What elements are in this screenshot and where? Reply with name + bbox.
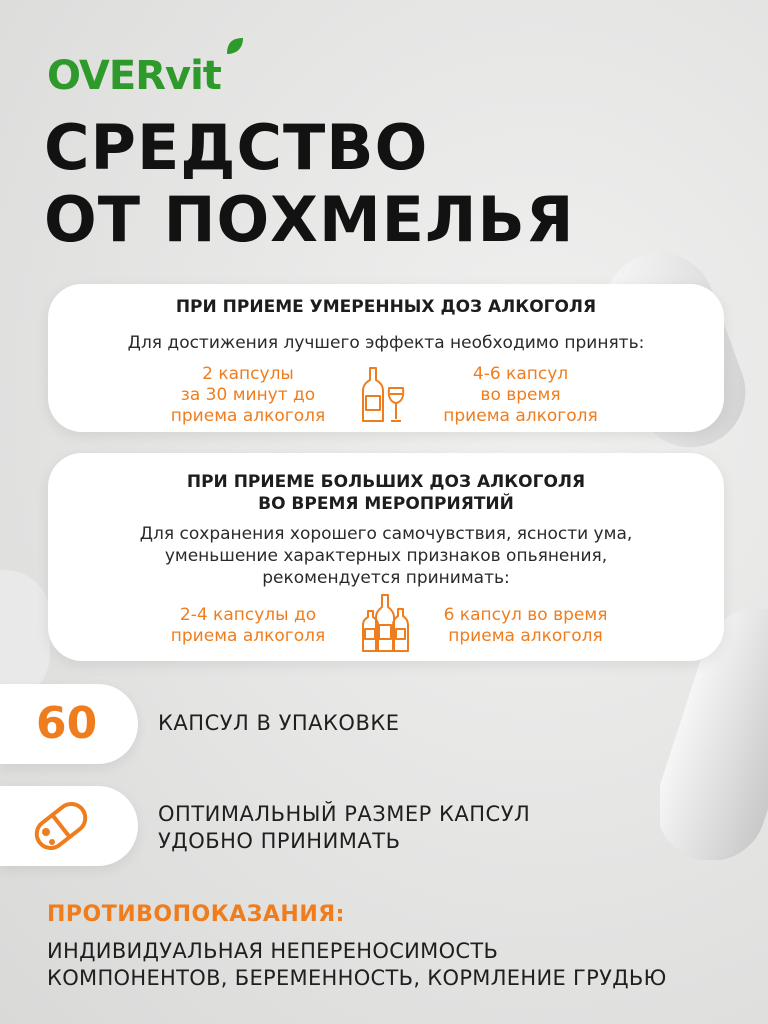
subtitle-line: Для сохранения хорошего самочувствия, ясности ума,: [139, 524, 633, 544]
contraindications-title: ПРОТИВОПОКАЗАНИЯ:: [47, 902, 345, 927]
large-dose-card: [48, 453, 724, 661]
title-line-1: СРЕДСТВО: [44, 111, 429, 184]
dose-line: во время: [480, 385, 561, 405]
moderate-dose-card: [48, 284, 724, 432]
capsule-icon: [30, 798, 92, 854]
title-line-2: ОТ ПОХМЕЛЬЯ: [44, 183, 575, 256]
feature-line: УДОБНО ПРИНИМАТЬ: [158, 829, 401, 853]
moderate-dose-heading: ПРИ ПРИЕМЕ УМЕРЕННЫХ ДОЗ АЛКОГОЛЯ: [175, 297, 597, 317]
three-bottles-icon: [360, 593, 410, 653]
dose-line: приема алкоголя: [170, 626, 326, 646]
contraindications-text: [47, 938, 747, 992]
capsule-size-text: [158, 801, 530, 855]
bottle-and-glass-icon: [361, 366, 407, 424]
large-dose-subtitle: [48, 523, 724, 589]
brand-logo: [47, 50, 221, 102]
dose-line: 6 капсул во время: [443, 605, 608, 625]
feature-line: ОПТИМАЛЬНЫЙ РАЗМЕР КАПСУЛ: [158, 802, 531, 826]
dose-line: 2-4 капсулы до: [179, 605, 317, 625]
large-dose-during: [418, 605, 633, 647]
dose-line: за 30 минут до: [180, 385, 316, 405]
dose-line: приема алкоголя: [448, 626, 603, 646]
subtitle-line: уменьшение характерных признаков опьянения,: [164, 546, 608, 566]
capsule-count-badge: [0, 684, 138, 764]
dose-line: приема алкоголя: [170, 406, 326, 426]
capsule-size-badge: [0, 786, 138, 866]
dose-line: 4-6 капсул: [472, 364, 569, 384]
leaf-icon: [225, 36, 245, 56]
subtitle-line: рекомендуется принимать:: [262, 568, 510, 588]
heading-line: ВО ВРЕМЯ МЕРОПРИЯТИЙ: [258, 494, 514, 514]
contraindications-line: КОМПОНЕНТОВ, БЕРЕМЕННОСТЬ, КОРМЛЕНИЕ ГРУДЬЮ: [47, 966, 667, 990]
moderate-dose-during: [418, 364, 623, 427]
dose-line: 2 капсулы: [202, 364, 294, 384]
page-title: [44, 112, 575, 256]
moderate-dose-subtitle: Для достижения лучшего эффекта необходимо принять:: [127, 333, 645, 353]
capsule-count-number: 60: [36, 698, 98, 749]
moderate-dose-before: [138, 364, 358, 427]
dose-line: приема алкоголя: [443, 406, 598, 426]
logo-text: OVERvit: [47, 53, 221, 99]
contraindications-line: ИНДИВИДУАЛЬНАЯ НЕПЕРЕНОСИМОСТЬ: [47, 939, 499, 963]
capsule-count-text: КАПСУЛ В УПАКОВКЕ: [158, 711, 400, 735]
heading-line: ПРИ ПРИЕМЕ БОЛЬШИХ ДОЗ АЛКОГОЛЯ: [186, 472, 586, 492]
large-dose-heading: [48, 471, 724, 515]
large-dose-before: [138, 605, 358, 647]
